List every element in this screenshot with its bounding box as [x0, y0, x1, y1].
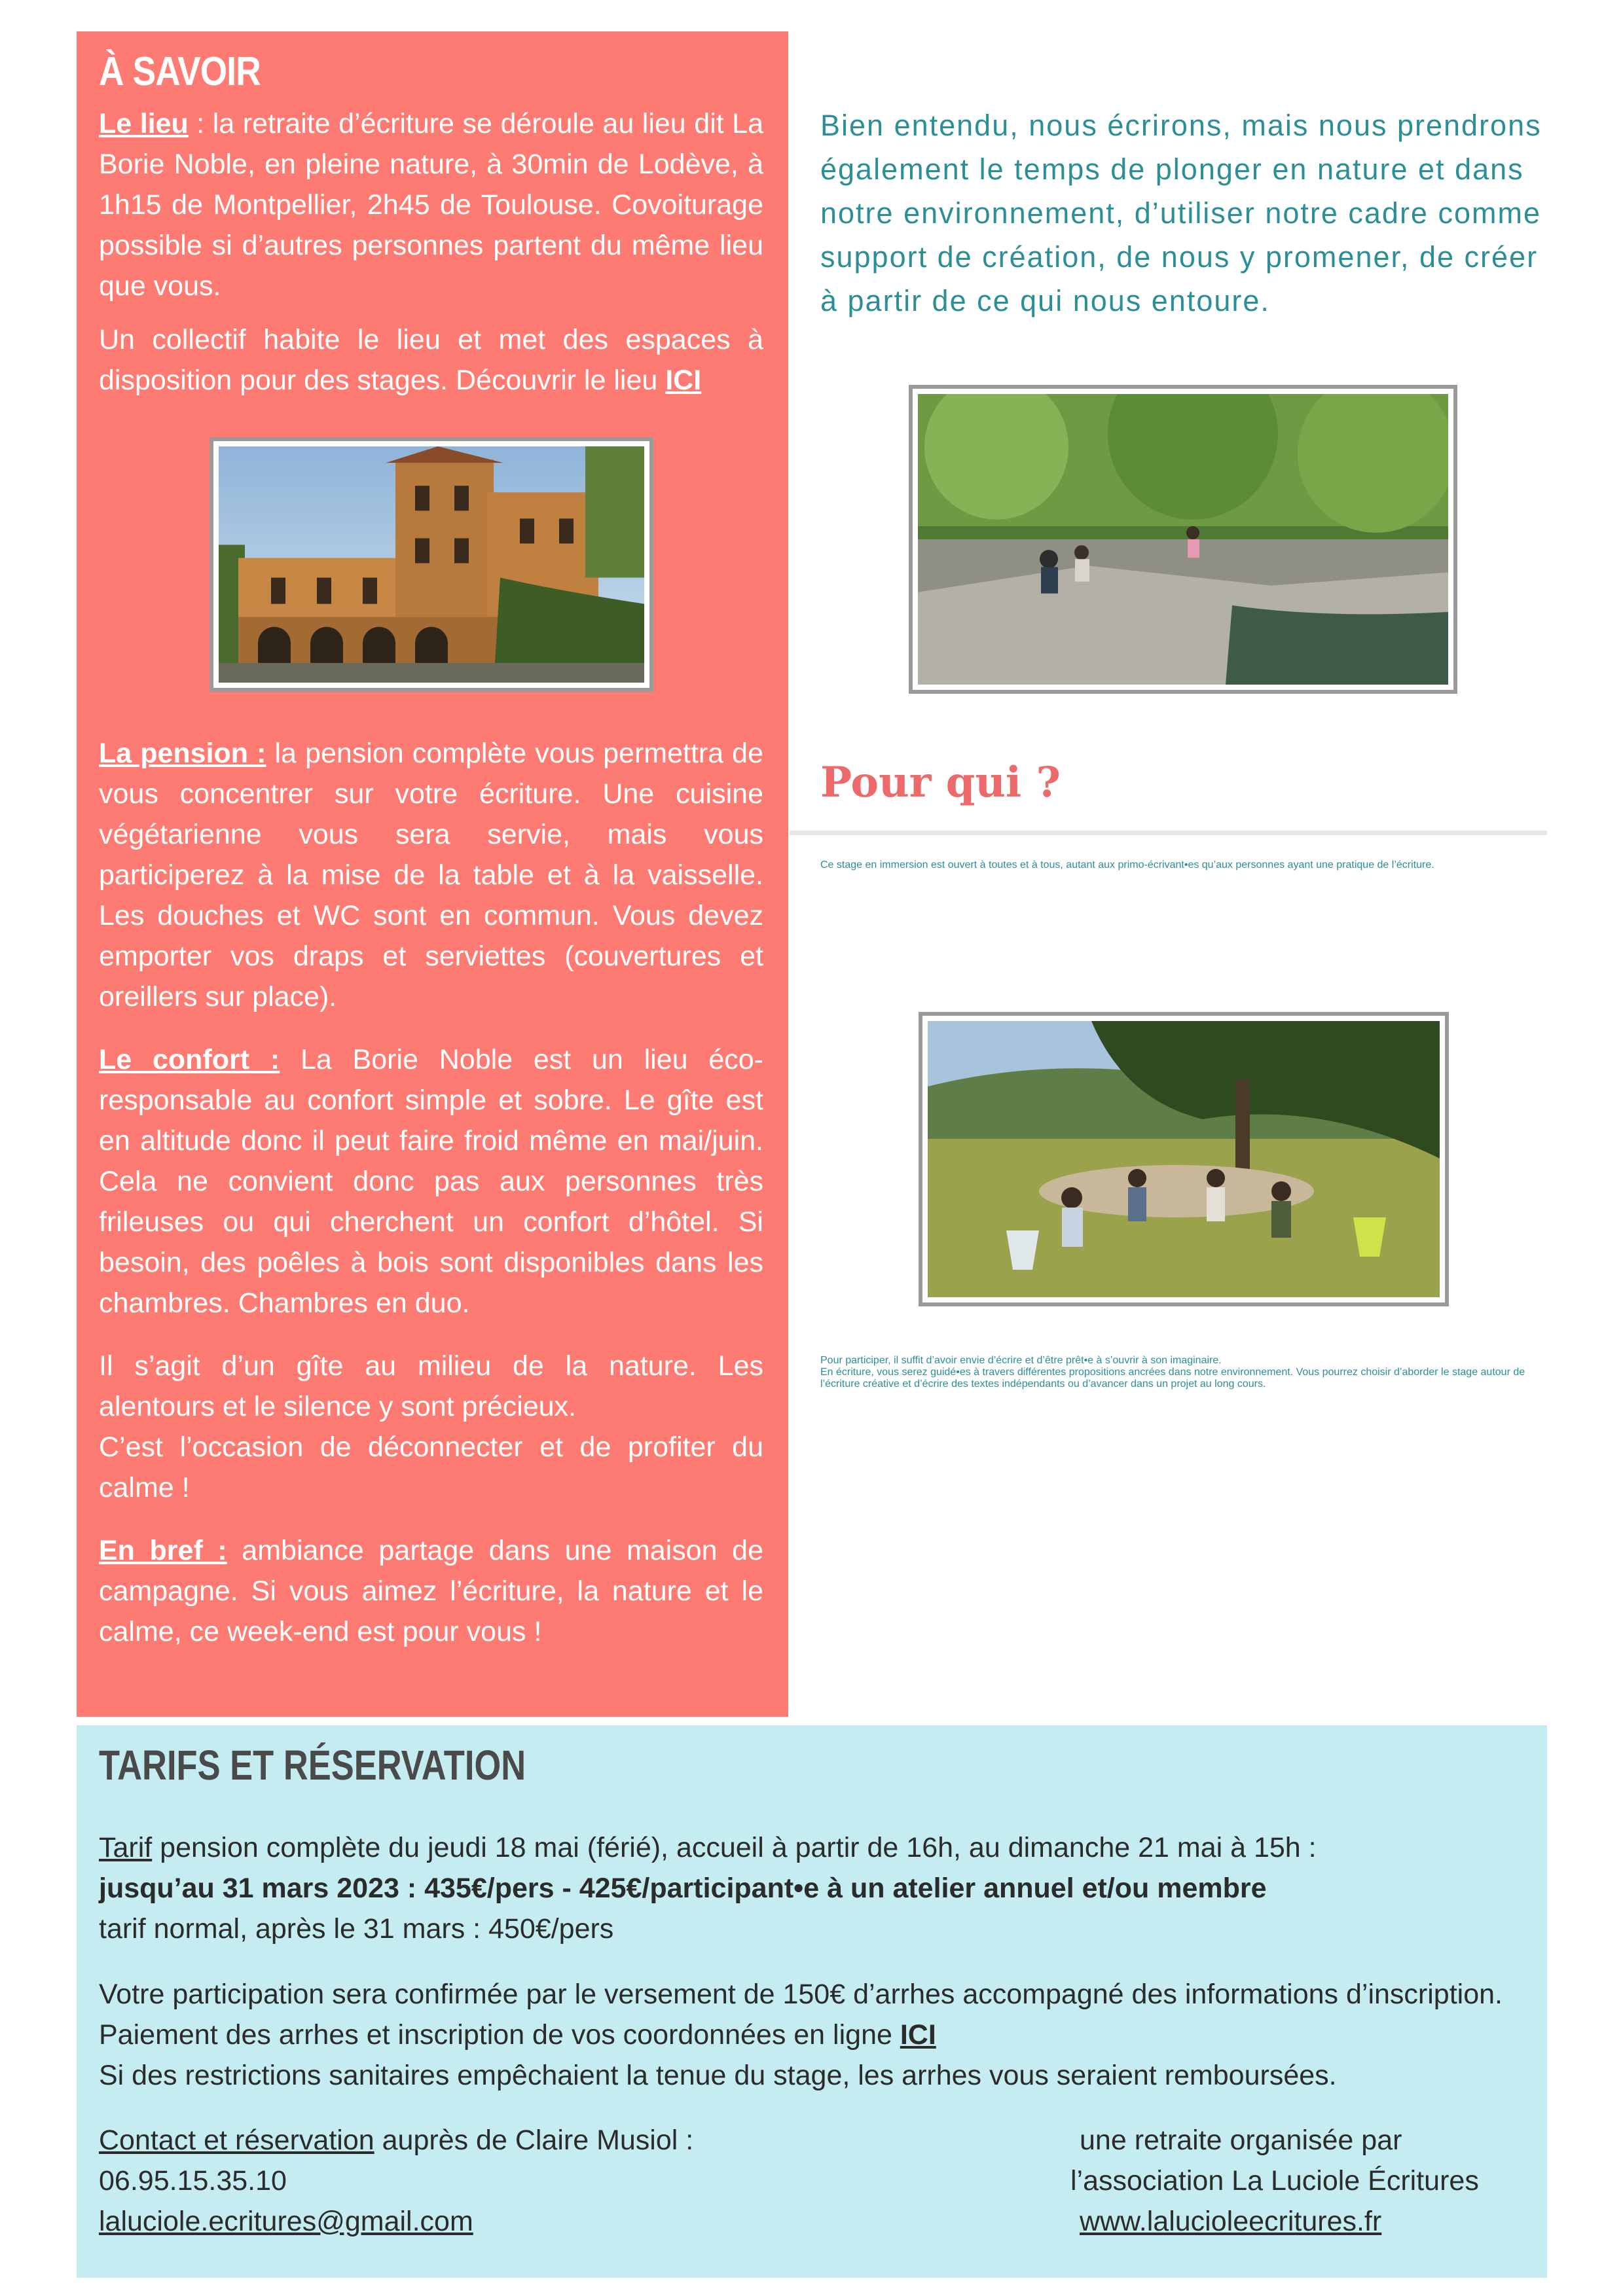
a-savoir-panel	[77, 31, 788, 1717]
tarif-normal: tarif normal, après le 31 mars : 450€/pers	[99, 1913, 614, 1945]
participation-text: Votre participation sera confirmée par le versement de 150€ d’arrhes accompagné des informations d’inscription. Paiement des arrhes et inscription de vos coordonnées en ligne	[99, 1979, 1503, 2051]
confort-label: Le confort :	[99, 1044, 280, 1076]
bref-label: En bref :	[99, 1535, 227, 1567]
confort-paragraph	[99, 1039, 763, 1323]
intro-paragraph: Bien entendu, nous écrirons, mais nous prendrons également le temps de plonger en nature et dans notre environnement, d’utiliser notre cadre comme support de création, de nous y promener, de créer à partir de ce qui nous entoure.	[820, 109, 1542, 317]
section-divider	[790, 831, 1547, 835]
pour-qui-paragraph: Ce stage en immersion est ouvert à toutes et à tous, autant aux primo-écrivant•es qu’aux personnes ayant une pratique de l’écriture.	[820, 859, 1434, 870]
lieu-link[interactable]: ICI	[665, 365, 702, 397]
river-photo	[918, 394, 1448, 685]
lieu-label: Le lieu	[99, 108, 189, 140]
tarif-paragraph	[99, 1827, 1525, 1949]
bref-paragraph	[99, 1530, 763, 1652]
participer-text-2: En écriture, vous serez guidé•es à travers différentes propositions ancrées dans notre environnement. Vous pourrez choisir d’aborder le stage autour de l’écriture créative et d’écrire des textes indépendants ou d’avancer dans un projet au long cours.	[820, 1367, 1525, 1390]
lieu-paragraph	[99, 103, 763, 302]
tarifs-heading: TARIFS ET RÉSERVATION	[99, 1742, 526, 1789]
participer-paragraph	[820, 1355, 1547, 1390]
organizer-line-1: une retraite organisée par	[1080, 2125, 1402, 2156]
gite-text-2: C’est l’occasion de déconnecter et de profiter du calme !	[99, 1431, 763, 1504]
website-link[interactable]: www.lalucioleecritures.fr	[1080, 2206, 1382, 2237]
lieu-text: : la retraite d’écriture se déroule au lieu dit La Borie Noble, en pleine nature, à 30min de Lodève, à 1h15 de Montpellier, 2h45 de Toulouse. Covoiturage possible si d’autres personnes partent du même lieu que vous.	[99, 108, 763, 302]
inscription-link[interactable]: ICI	[900, 2019, 936, 2051]
contact-block	[99, 2120, 693, 2242]
building-photo	[219, 446, 644, 683]
tarif-early: jusqu’au 31 mars 2023 : 435€/pers - 425€/participant•e à un atelier annuel et/ou membre	[99, 1873, 1267, 1904]
tarif-label: Tarif	[99, 1832, 153, 1863]
tarifs-section	[77, 1725, 1547, 2278]
organizer-block	[1070, 2120, 1479, 2242]
river-photo-frame	[909, 385, 1457, 694]
contact-text: auprès de Claire Musiol :	[374, 2125, 694, 2156]
a-savoir-heading: À SAVOIR	[99, 49, 261, 94]
organizer-line-2: l’association La Luciole Écritures	[1070, 2165, 1479, 2197]
confort-text: La Borie Noble est un lieu éco-responsable au confort simple et sobre. Le gîte est en altitude donc il peut faire froid même en mai/juin. Cela ne convient donc pas aux personnes très frileuses ou qui cherchent un confort d’hôtel. Si besoin, des poêles à bois sont disponibles dans les chambres. Chambres en duo.	[99, 1044, 763, 1319]
collectif-paragraph	[99, 319, 763, 401]
participation-paragraph	[99, 1974, 1525, 2096]
pension-label: La pension :	[99, 738, 266, 770]
email-link[interactable]: laluciole.ecritures@gmail.com	[99, 2206, 473, 2237]
pour-qui-title: Pour qui ?	[820, 758, 1061, 807]
picnic-photo	[928, 1021, 1440, 1297]
building-photo-frame	[210, 437, 653, 692]
gite-paragraph	[99, 1346, 763, 1508]
restrictions-text: Si des restrictions sanitaires empêchaient la tenue du stage, les arrhes vous seraient remboursées.	[99, 2060, 1337, 2091]
tarif-text: pension complète du jeudi 18 mai (férié), accueil à partir de 16h, au dimanche 21 mai à 15h :	[152, 1832, 1317, 1863]
contact-label: Contact et réservation	[99, 2125, 374, 2156]
pension-paragraph	[99, 733, 763, 1017]
pension-text: la pension complète vous permettra de vous concentrer sur votre écriture. Une cuisine végétarienne vous sera servie, mais vous participerez à la mise de la table et à la vaisselle. Les douches et WC sont en commun. Vous devez emporter vos draps et serviettes (couvertures et oreillers sur place).	[99, 738, 764, 1013]
gite-text-1: Il s’agit d’un gîte au milieu de la nature. Les alentours et le silence y sont précieux.	[99, 1350, 763, 1423]
phone-number[interactable]: 06.95.15.35.10	[99, 2165, 287, 2197]
picnic-photo-frame	[919, 1012, 1449, 1306]
participer-text-1: Pour participer, il suffit d’avoir envie d’écrire et d’être prêt•e à s’ouvrir à son imaginaire.	[820, 1355, 1222, 1366]
collectif-text: Un collectif habite le lieu et met des espaces à disposition pour des stages. Découvrir le lieu	[99, 324, 763, 397]
bref-text: ambiance partage dans une maison de campagne. Si vous aimez l’écriture, la nature et le calme, ce week-end est pour vous !	[99, 1535, 763, 1648]
